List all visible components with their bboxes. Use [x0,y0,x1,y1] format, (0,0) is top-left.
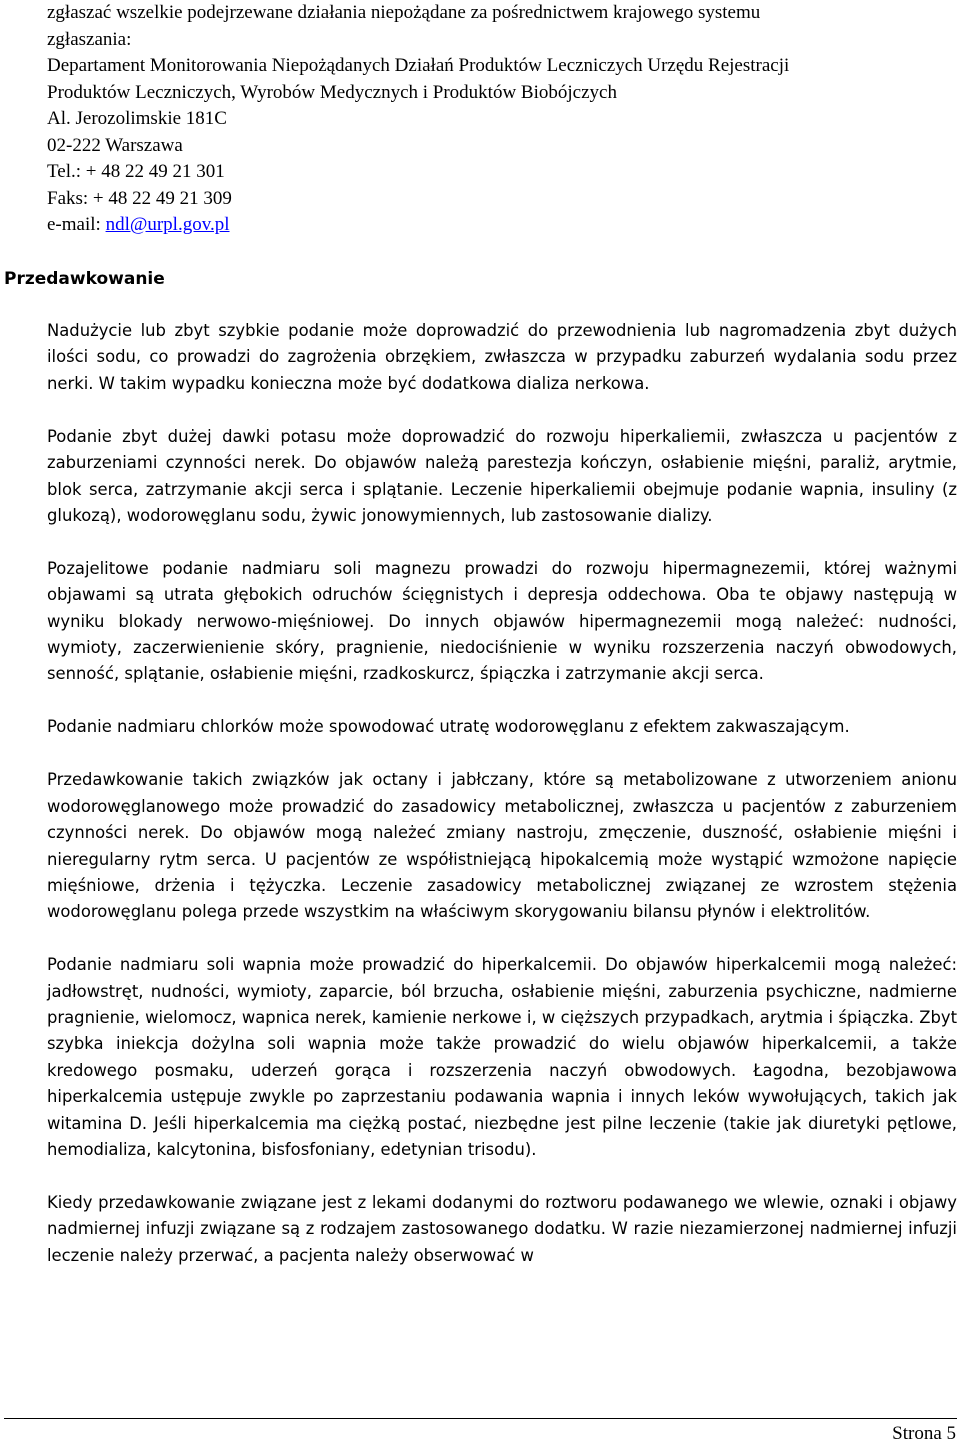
paragraph: Podanie zbyt dużej dawki potasu może doprowadzić do rozwoju hiperkaliemii, zwłaszcza u pacjentów z zaburzeniami czynności nerek. Do objawów należą parestezja kończyn, osłabienie mięśni, paraliż, arytmie, blok serca, zatrzymanie akcji serca i splątanie. Leczenie hiperkaliemii obejmuje podanie wapnia, insuliny (z glukozą), wodorowęglanu sodu, żywic jonowymiennych, lub zastosowanie dializy. [47,426,957,525]
contact-line: Departament Monitorowania Niepożądanych Działań Produktów Leczniczych Urzędu Rejestracji [47,55,790,76]
overdose-section-body [47,318,957,1296]
paragraph: Podanie nadmiaru soli wapnia może prowadzić do hiperkalcemii. Do objawów hiperkalcemii mogą należeć: jadłowstręt, nudności, wymioty, zaparcie, ból brzucha, osłabienie mięśni, zaburzenia psychiczne, nadmierne pragnienie, wielomocz, wapnica nerek, kamienie nerkowe i, w cięższych przypadkach, arytmia i śpiączka. Zbyt szybka iniekcja dożylna soli wapnia może także prowadzić do wielu objawów hiperkalcemii, a także kredowego posmaku, uderzeń gorąca i rozszerzenia naczyń obwodowych. Łagodna, bezobjawowa hiperkalcemia ustępuje zwykle po zaprzestaniu podawania wapnia i innych leków wywołujących, takich jak witamina D. Jeśli hiperkalcemia ma ciężką postać, niezbędne jest pilne leczenie (takie jak diuretyki pętlowe, hemodializa, kalcytonina, bisfosfoniany, edetynian trisodu). [47,955,957,1160]
page-number: Strona 5 [892,1423,956,1444]
paragraph: Kiedy przedawkowanie związane jest z lekami dodanymi do roztworu podawanego we wlewie, oznaki i objawy nadmiernej infuzji związane są z rodzajem zastosowanego dodatku. W razie niezamierzonej nadmiernej infuzji leczenie należy przerwać, a pacjenta należy obserwować w [47,1192,957,1265]
contact-line: zgłaszania: [47,28,132,50]
email-label: e-mail: [47,214,106,235]
fax-number: Faks: + 48 22 49 21 309 [47,187,232,209]
paragraph: Pozajelitowe podanie nadmiaru soli magnezu prowadzi do rozwoju hipermagnezemii, której ważnymi objawami są utrata głębokich odruchów ścięgnistych i depresja oddechowa. Oba te objawy następują w wyniku blokady nerwowo-mięśniowej. Do innych objawów hipermagnezemii mogą należeć: nudności, wymioty, zaczerwienienie skóry, pragnienie, niedociśnienie w wyniku rozszerzenia naczyń obwodowych, senność, splątanie, osłabienie mięśni, rzadkoskurcz, śpiączka i zatrzymanie akcji serca. [47,558,957,684]
contact-line: zgłaszać wszelkie podejrzewane działania niepożądane za pośrednictwem krajowego systemu [47,2,761,23]
address-street: Al. Jerozolimskie 181C [47,108,227,129]
email-link[interactable]: ndl@urpl.gov.pl [105,214,230,235]
section-heading-overdose: Przedawkowanie [4,269,165,289]
paragraph: Nadużycie lub zbyt szybkie podanie może doprowadzić do przewodnienia lub nagromadzenia zbyt dużych ilości sodu, co prowadzi do zagrożenia obrzękiem, zwłaszcza w przypadku zaburzeń wydalania sodu przez nerki. W takim wypadku konieczna może być dodatkowa dializa nerkowa. [47,321,957,393]
footer-divider [4,1418,957,1419]
phone-number: Tel.: + 48 22 49 21 301 [47,161,225,182]
paragraph: Przedawkowanie takich związków jak octany i jabłczany, które są metabolizowane z utworzeniem anionu wodorowęglanowego może prowadzić do zasadowicy metabolicznej, zwłaszcza u pacjentów z zaburzeniem czynności nerek. Do objawów mogą należeć zmiany nastroju, zmęczenie, duszność, osłabienie mięśni i nieregularny rytm serca. U pacjentów ze współistniejącą hipokalcemią może wystąpić wzmożone napięcie mięśniowe, drżenia i tężyczka. Leczenie zasadowicy metabolicznej związanej ze wzrostem stężenia wodorowęglanu polega przede wszystkim na właściwym skorygowaniu bilansu płynów i elektrolitów. [47,770,957,922]
reporting-contact-block [47,0,957,239]
paragraph: Podanie nadmiaru chlorków może spowodować utratę wodorowęglanu z efektem zakwaszającym. [47,717,850,737]
address-city: 02-222 Warszawa [47,134,183,156]
email-line [47,212,957,239]
contact-line: Produktów Leczniczych, Wyrobów Medycznych i Produktów Biobójczych [47,81,617,103]
